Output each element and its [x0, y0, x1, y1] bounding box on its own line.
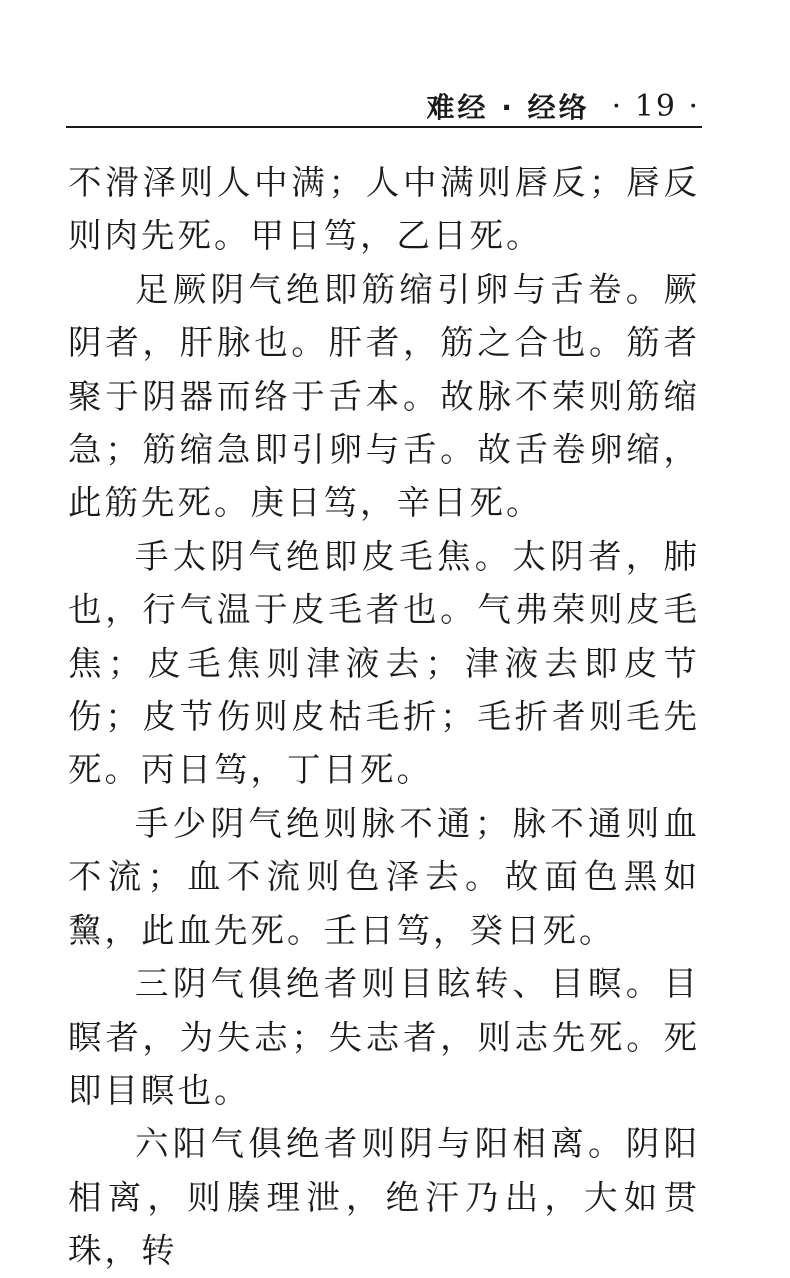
header-book-title: 难经 · 经络 — [426, 91, 590, 124]
paragraph: 三阴气俱绝者则目眩转、目瞑。目瞑者，为失志；失志者，则志先死。死即目瞑也。 — [68, 964, 700, 1110]
paragraph: 手太阴气绝即皮毛焦。太阴者，肺也，行气温于皮毛者也。气弗荣则皮毛焦；皮毛焦则津液去；津液去即皮节伤；皮节伤则皮枯毛折；毛折者则毛先死。丙日笃，丁日死。 — [68, 536, 700, 790]
paragraph: 手少阴气绝则脉不通；脉不通则血不流；血不流则色泽去。故面色黑如黧，此血先死。壬日笃，癸日死。 — [68, 803, 700, 950]
running-header — [66, 86, 700, 126]
paragraph: 六阳气俱绝者则阴与阳相离。阴阳相离，则腠理泄，绝汗乃出，大如贯珠，转 — [68, 1124, 700, 1271]
paragraph-continued: 不滑泽则人中满；人中满则唇反；唇反则肉先死。甲日笃，乙日死。 — [68, 163, 700, 256]
header-rule — [66, 126, 702, 128]
body-text — [68, 156, 700, 1278]
page-number: · 19 · — [611, 88, 700, 124]
paragraph: 足厥阴气绝即筋缩引卵与舌卷。厥阴者，肝脉也。肝者，筋之合也。筋者聚于阴器而络于舌本。故脉不荣则筋缩急；筋缩急即引卵与舌。故舌卷卵缩，此筋先死。庚日笃，辛日死。 — [68, 269, 700, 523]
